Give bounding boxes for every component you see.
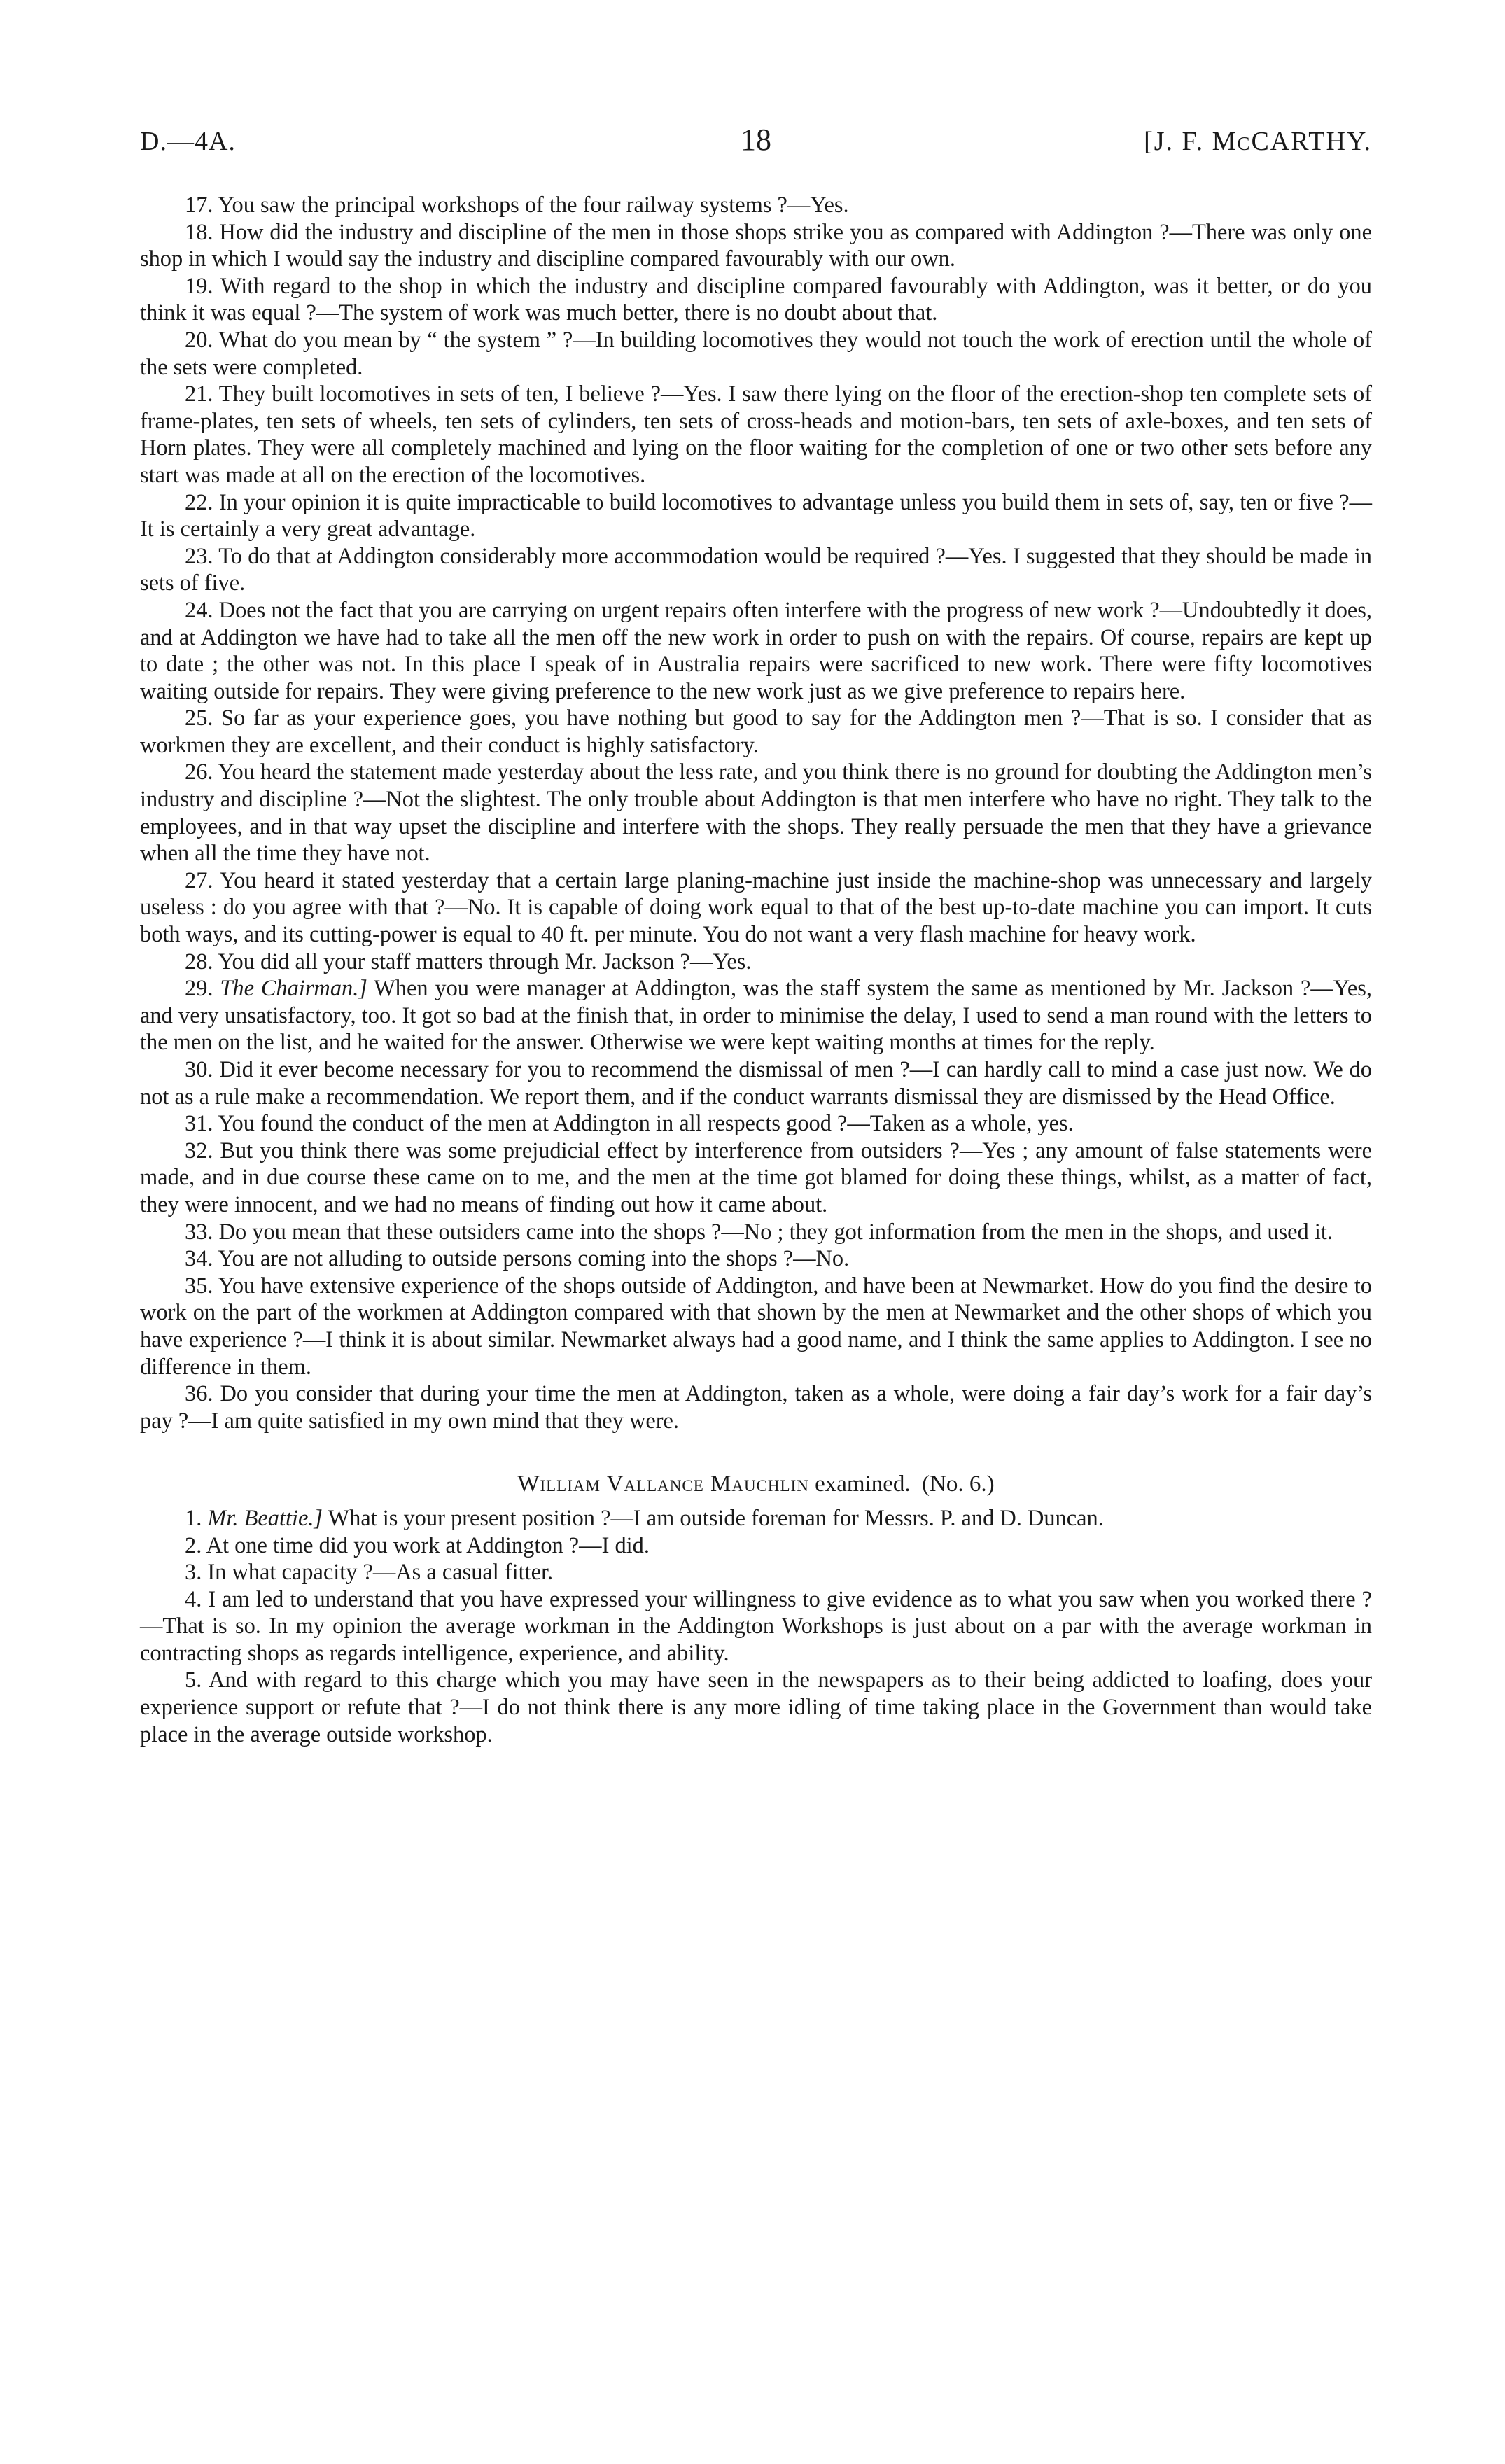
testimony-paragraph (140, 219, 1372, 273)
paragraph-text: 33. Do you mean that these outsiders came into the shops ?—No ; they got information from the men in the shops, and used it. (185, 1219, 1333, 1245)
speaker-label: The Chairman.] (220, 976, 368, 1002)
paragraph-text: 27. You heard it stated yesterday that a certain large planing-machine just inside the machine-shop was unnecessary and largely useless : do you agree with that ?—No. It is capable of doing work equal to that of the best up-to-date machine you can import. It cuts both ways, and its cutting-power is equal to 40 ft. per minute. You do not want a very flash machine for heavy work. (140, 867, 1372, 948)
testimony-paragraph (140, 705, 1372, 759)
testimony-paragraph (140, 1110, 1372, 1138)
paragraph-text: 5. And with regard to this charge which you may have seen in the newspapers as to their being addicted to loafing, does your experience support or refute that ?—I do not think there is any more idling of time taking place in the Government than would take place in the average outside workshop. (140, 1667, 1372, 1747)
paragraph-text: 34. You are not alluding to outside persons coming into the shops ?—No. (185, 1246, 850, 1272)
paragraph-text: When you were manager at Addington, was the staff system the same as mentioned by Mr. Jackson ?—Yes, and very unsatisfactory, too. It got so bad at the finish that, in order to minimise the delay, I used to send a man round with the letters to the men on the list, and he waited for the answer. Otherwise we were kept waiting months at times for the reply. (140, 976, 1372, 1056)
testimony-paragraph (140, 759, 1372, 867)
question-number: 1. (185, 1505, 202, 1531)
testimony-paragraph (140, 543, 1372, 597)
testimony-paragraph (140, 1273, 1372, 1380)
testimony-paragraph (140, 597, 1372, 705)
testimony-paragraph (140, 273, 1372, 327)
testimony-paragraph (140, 1559, 1372, 1586)
testimony-paragraph (140, 867, 1372, 948)
page-header (140, 122, 1372, 182)
testimony-paragraph (140, 1056, 1372, 1110)
paragraph-text: 32. But you think there was some prejudicial effect by interference from outsiders ?—Yes ; any amount of false statements were made, and in due course these came on to me, and the men at the time got blamed for doing these things, whilst, as a matter of fact, they were innocent, and we had no means of finding out how it came about. (140, 1138, 1372, 1217)
testimony-paragraph (140, 327, 1372, 381)
testimony-paragraph (140, 1219, 1372, 1246)
page-number: 18 (741, 122, 771, 157)
paragraph-text: 3. In what capacity ?—As a casual fitter. (185, 1560, 554, 1586)
paragraph-text: 20. What do you mean by “ the system ” ?—In building locomotives they would not touch the work of erection until the whole of the sets were completed. (140, 327, 1372, 380)
testimony-paragraph (140, 381, 1372, 489)
document-code: D.—4A. (140, 127, 236, 156)
testimony-paragraph (140, 948, 1372, 976)
document-body (140, 192, 1372, 1748)
speaker-label: Mr. Beattie.] (207, 1505, 323, 1531)
testimony-paragraph (140, 1667, 1372, 1748)
paragraph-text: 23. To do that at Addington considerably more accommodation would be required ?—Yes. I suggested that they should be made in sets of five. (140, 543, 1372, 596)
paragraph-text: 31. You found the conduct of the men at Addington in all respects good ?—Taken as a whole, yes. (185, 1111, 1074, 1137)
paragraph-text: 36. Do you consider that during your time the men at Addington, taken as a whole, were doing a fair day’s work for a fair day’s pay ?—I am quite satisfied in my own mind that they were. (140, 1381, 1372, 1434)
testimony-part-2 (140, 1505, 1372, 1748)
question-number: 29. (185, 976, 214, 1002)
witness-number: (No. 6.) (922, 1471, 995, 1497)
section-heading (140, 1471, 1372, 1498)
paragraph-text: 28. You did all your staff matters through Mr. Jackson ?—Yes. (185, 948, 752, 974)
paragraph-text: What is your present position ?—I am outside foreman for Messrs. P. and D. Duncan. (328, 1505, 1104, 1531)
paragraph-text: 18. How did the industry and discipline of the men in those shops strike you as compared with Addington ?—There was only one shop in which I would say the industry and discipline compared favourably with our own. (140, 219, 1372, 272)
paragraph-text: 2. At one time did you work at Addington ?—I did. (185, 1532, 650, 1558)
testimony-paragraph (140, 1138, 1372, 1219)
testimony-paragraph (140, 1505, 1372, 1532)
witness-name-header: [J. F. McCARTHY. (1144, 127, 1372, 156)
paragraph-text: 30. Did it ever become necessary for you to recommend the dismissal of men ?—I can hardly call to mind a case just now. We do not as a rule make a recommendation. We report them, and if the conduct warrants dismissal they are dismissed by the Head Office. (140, 1057, 1372, 1110)
witness-name: William Vallance Mauchlin (517, 1471, 809, 1497)
testimony-paragraph (140, 1245, 1372, 1273)
testimony-part-1 (140, 192, 1372, 1434)
paragraph-text: 25. So far as your experience goes, you have nothing but good to say for the Addington men ?—That is so. I consider that as workmen they are excellent, and their conduct is highly satisfactory. (140, 706, 1372, 758)
testimony-paragraph (140, 975, 1372, 1056)
testimony-paragraph (140, 1532, 1372, 1560)
paragraph-text: 19. With regard to the shop in which the industry and discipline compared favourably with Addington, was it better, or do you think it was equal ?—The system of work was much better, there is no doubt about that. (140, 273, 1372, 326)
paragraph-text: 24. Does not the fact that you are carrying on urgent repairs often interfere with the progress of new work ?—Undoubtedly it does, and at Addington we have had to take all the men off the new work in order to push on with the repairs. Of course, repairs are kept up to date ; the other was not. In this place I speak of in Australia repairs were sacrificed to new work. There were fifty locomotives waiting outside for repairs. They were giving preference to the new work just as we give preference to repairs here. (140, 597, 1372, 704)
paragraph-text: 22. In your opinion it is quite impracticable to build locomotives to advantage unless you build them in sets of, say, ten or five ?—It is certainly a very great advantage. (140, 489, 1372, 542)
testimony-paragraph (140, 1380, 1372, 1434)
testimony-paragraph (140, 1586, 1372, 1667)
section-heading-rest: examined. (815, 1471, 911, 1497)
paragraph-text: 26. You heard the statement made yesterday about the less rate, and you think there is no ground for doubting the Addington men’s industry and discipline ?—Not the slightest. The only trouble about Addington is that men interfere who have no right. They talk to the employees, and in that way upset the discipline and interfere with the shops. They really persuade the men that they have a grievance when all the time they have not. (140, 760, 1372, 867)
testimony-paragraph (140, 489, 1372, 543)
testimony-paragraph (140, 192, 1372, 219)
paragraph-text: 4. I am led to understand that you have expressed your willingness to give evidence as to what you saw when you worked there ?—That is so. In my opinion the average workman in the Addington Workshops is just about on a par with the average workman in contracting shops as regards intelligence, experience, and ability. (140, 1586, 1372, 1666)
paragraph-text: 17. You saw the principal workshops of the four railway systems ?—Yes. (185, 192, 849, 218)
paragraph-text: 21. They built locomotives in sets of ten, I believe ?—Yes. I saw there lying on the floor of the erection-shop ten complete sets of frame-plates, ten sets of wheels, ten sets of cylinders, ten sets of cross-heads and motion-bars, ten sets of axle-boxes, and ten sets of Horn plates. They were all completely machined and lying on the floor waiting for the completion of one or two other sets before any start was made at all on the erection of the locomotives. (140, 382, 1372, 488)
paragraph-text: 35. You have extensive experience of the shops outside of Addington, and have been at Newmarket. How do you find the desire to work on the part of the workmen at Addington compared with that shown by the men at Newmarket and the other shops of which you have experience ?—I think it is about similar. Newmarket always had a good name, and I think the same applies to Addington. I see no difference in them. (140, 1273, 1372, 1380)
